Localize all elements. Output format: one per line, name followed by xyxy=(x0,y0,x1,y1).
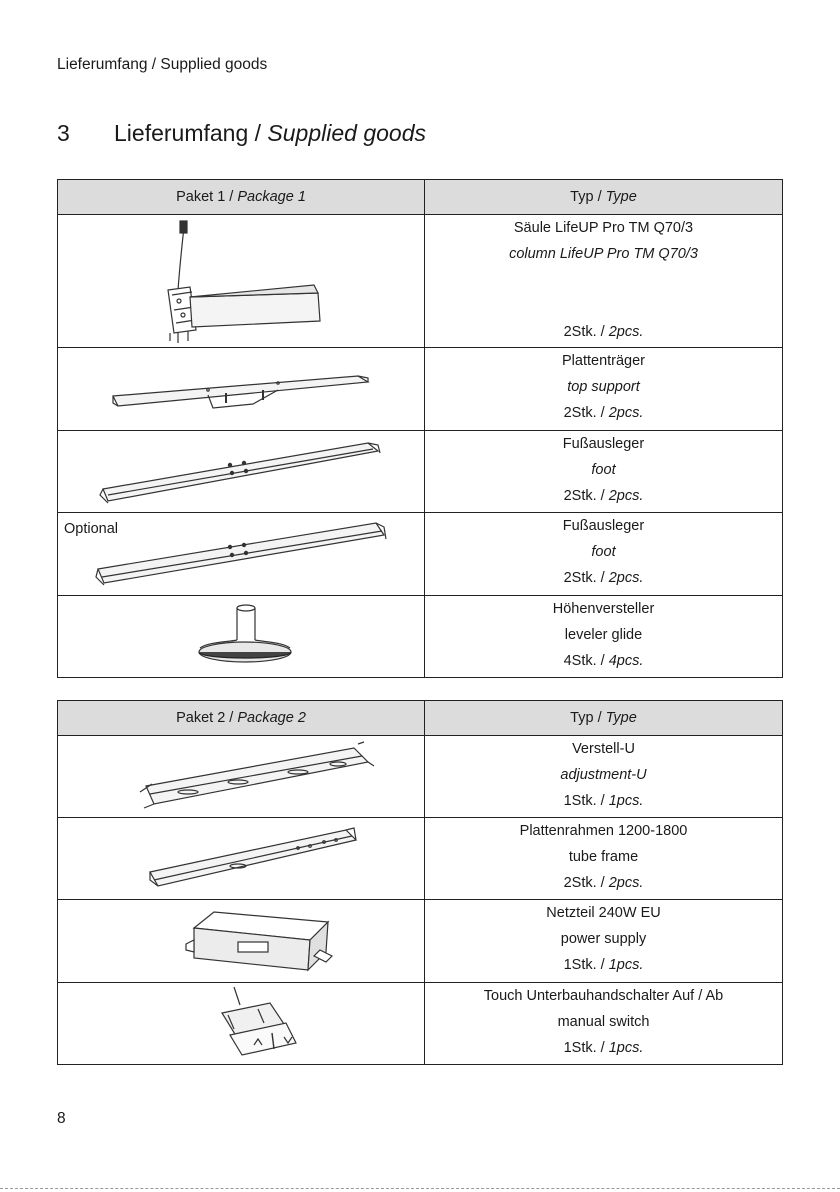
item-name-de: Säule LifeUP Pro TM Q70/3 xyxy=(513,220,694,236)
item-name-de: Höhenversteller xyxy=(552,601,655,617)
item-quantity: 2Stk. / 2pcs. xyxy=(563,488,644,504)
item-description-cell xyxy=(425,736,783,818)
item-image-cell xyxy=(58,596,425,678)
item-image-cell xyxy=(58,983,425,1065)
type-header-cell: Typ / Type xyxy=(425,701,783,736)
package-2-header-cell: Paket 2 / Package 2 xyxy=(58,701,425,736)
item-description-cell xyxy=(425,348,783,431)
foot-icon xyxy=(58,431,425,513)
table-row xyxy=(58,983,783,1065)
item-image-cell xyxy=(58,513,425,596)
item-image-cell xyxy=(58,348,425,431)
item-description-cell xyxy=(425,900,783,983)
page-number: 8 xyxy=(57,1110,66,1127)
running-header: Lieferumfang / Supplied goods xyxy=(57,56,268,73)
package-1-header-cell: Paket 1 / Package 1 xyxy=(58,180,425,215)
item-name-de: Fußausleger xyxy=(562,518,645,534)
foot-long-icon xyxy=(58,513,425,596)
item-name-de: Plattenrahmen 1200-1800 xyxy=(519,823,688,839)
top-support-icon xyxy=(58,348,425,431)
item-image-cell xyxy=(58,818,425,900)
item-description-cell xyxy=(425,513,783,596)
item-quantity: 1Stk. / 1pcs. xyxy=(563,957,644,973)
item-quantity: 1Stk. / 1pcs. xyxy=(563,793,644,809)
section-title-en: Supplied goods xyxy=(267,120,426,146)
item-name-en: foot xyxy=(591,462,616,478)
item-quantity: 1Stk. / 1pcs. xyxy=(563,1040,644,1056)
item-name-de: Touch Unterbauhandschalter Auf / Ab xyxy=(483,988,724,1004)
item-description-cell xyxy=(425,596,783,678)
column-icon xyxy=(58,215,425,348)
item-image-cell xyxy=(58,431,425,513)
spacer xyxy=(425,267,782,319)
power-supply-icon xyxy=(58,900,425,983)
item-image-cell xyxy=(58,900,425,983)
item-name-de: Fußausleger xyxy=(562,436,645,452)
item-name-en: leveler glide xyxy=(564,627,643,643)
section-number: 3 xyxy=(57,120,70,146)
package-1-table xyxy=(57,179,783,678)
section-title-separator: / xyxy=(248,120,268,146)
table-row xyxy=(58,736,783,818)
table-row xyxy=(58,431,783,513)
item-quantity: 4Stk. / 4pcs. xyxy=(563,653,644,669)
package-2-table xyxy=(57,700,783,1065)
item-name-en: power supply xyxy=(560,931,647,947)
item-name-en: column LifeUP Pro TM Q70/3 xyxy=(509,246,698,262)
table-row xyxy=(58,596,783,678)
item-name-en: manual switch xyxy=(557,1014,650,1030)
package-2-header-row xyxy=(58,701,783,736)
item-description-cell xyxy=(425,431,783,513)
table-row xyxy=(58,348,783,431)
package-1-header-row xyxy=(58,180,783,215)
item-description-cell xyxy=(425,215,783,348)
item-quantity: 2Stk. / 2pcs. xyxy=(563,570,644,586)
table-row xyxy=(58,900,783,983)
item-image-cell xyxy=(58,736,425,818)
item-name-en: adjustment-U xyxy=(560,767,647,783)
table-row xyxy=(58,513,783,596)
item-quantity: 2Stk. / 2pcs. xyxy=(563,875,644,891)
page-edge-divider xyxy=(0,1188,840,1189)
item-description-cell xyxy=(425,983,783,1065)
item-name-en: top support xyxy=(567,379,640,395)
item-quantity: 2Stk. / 2pcs. xyxy=(563,405,644,421)
leveler-glide-icon xyxy=(58,596,425,678)
item-name-de: Plattenträger xyxy=(561,353,646,369)
manual-switch-icon xyxy=(58,983,425,1065)
item-name-de: Netzteil 240W EU xyxy=(546,905,661,921)
adjustment-u-icon xyxy=(58,736,425,818)
section-title-de: Lieferumfang xyxy=(114,120,249,146)
item-quantity: 2Stk. / 2pcs. xyxy=(563,324,644,340)
type-header-cell: Typ / Type xyxy=(425,180,783,215)
table-row xyxy=(58,215,783,348)
item-description-cell xyxy=(425,818,783,900)
item-name-en: tube frame xyxy=(568,849,639,865)
section-heading xyxy=(57,120,426,147)
tube-frame-icon xyxy=(58,818,425,900)
item-name-en: foot xyxy=(591,544,616,560)
item-name-de: Verstell-U xyxy=(572,741,635,757)
optional-label: Optional xyxy=(64,521,119,537)
table-row xyxy=(58,818,783,900)
item-image-cell xyxy=(58,215,425,348)
